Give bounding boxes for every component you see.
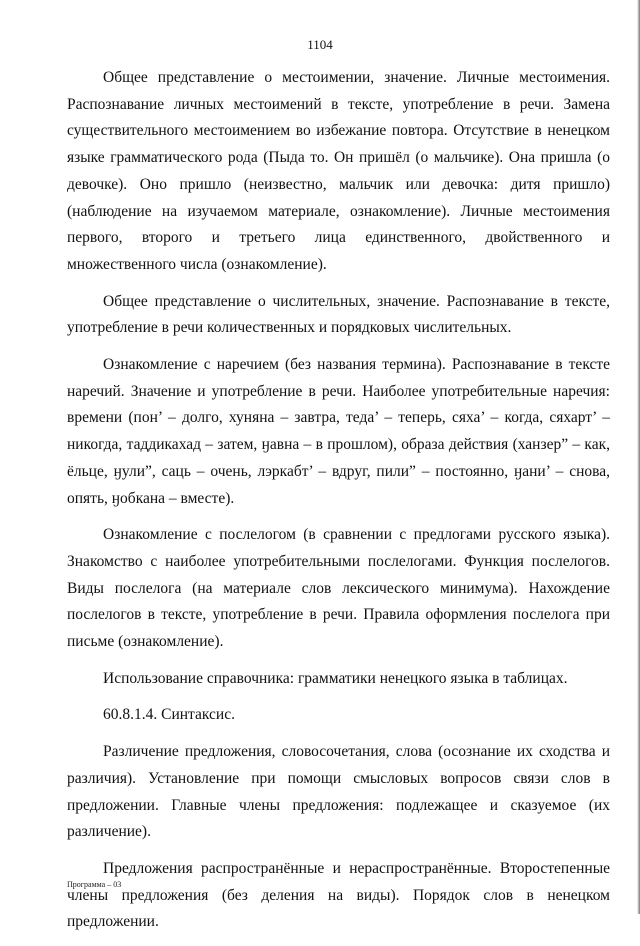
footer-program-label: Программа – 03: [67, 880, 122, 889]
paragraph-sentence-types: Предложения распространённые и нераспространённые. Второстепенные члены предложения (без деления на виды). Порядок слов в ненецком предложении.: [67, 859, 610, 931]
paragraph-pronouns: Общее представление о местоимении, значение. Личные местоимения. Распознавание личных местоимений в тексте, употребление в речи. Замена существительного местоимением во избежание повтора. Отсутствие в ненецком языке грамматического рода (Пыда то. Он пришёл (о мальчике). Она пришла (о девочке). Оно пришло (неизвестно, мальчик или девочка: дитя пришло) (наблюдение на изучаемом материале, ознакомление). Личные местоимения первого, второго и третьего лица единственного, двойственного и множественного числа (ознакомление).: [67, 69, 610, 273]
paragraph-sentence-distinction: Различение предложения, словосочетания, слова (осознание их сходства и различия). Установление при помощи смысловых вопросов связи слов в предложении. Главные члены предложения: подлежащее и сказуемое (их различение).: [67, 743, 610, 841]
paragraph-postpositions: Ознакомление с послелогом (в сравнении с предлогами русского языка). Знакомство с наиболее употребительными послелогами. Функция послелогов. Виды послелога (на материале слов лексического минимума). Нахождение послелогов в тексте, употребление в речи. Правила оформления послелога при письме (ознакомление).: [67, 526, 610, 651]
paragraph-adverbs: Ознакомление с наречием (без названия термина). Распознавание в тексте наречий. Значение и употребление в речи. Наиболее употребительные наречия: времени (пон’ – долго, хуняна – завтра, теда’ – теперь, сяха’ – когда, сяхарт’ – никогда, таддикахад – затем, ӈавна – в прошлом), образа действия (ханзер” – как, ёльце, ӈули”, саць – очень, лэркабт’ – вдруг, пили” – постоянно, ӈани’ – снова, опять, ӈобкана – вместе).: [67, 356, 610, 507]
section-heading-syntax: 60.8.1.4. Синтаксис.: [103, 706, 235, 724]
document-body: [67, 65, 610, 946]
paragraph-reference: Использование справочника: грамматики ненецкого языка в таблицах.: [103, 669, 568, 687]
paragraph-numerals: Общее представление о числительных, значение. Распознавание в тексте, употребление в речи количественных и порядковых числительных.: [67, 292, 610, 337]
page-number: 1104: [307, 37, 333, 52]
